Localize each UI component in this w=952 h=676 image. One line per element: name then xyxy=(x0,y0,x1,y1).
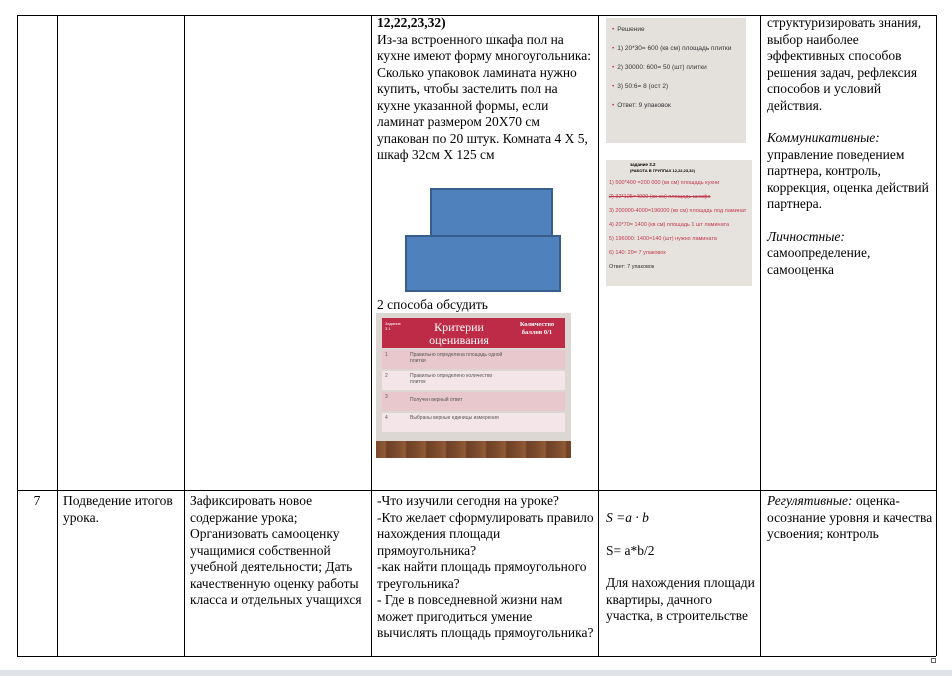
floor-decoration xyxy=(376,441,571,458)
kitchen-shape-top xyxy=(430,188,553,238)
criteria-row: 1 Правильно определена площадь одной плитки xyxy=(382,350,565,369)
uud-text: структуризировать знания, выбор наиболее эффективных способов решения задач, рефлексия способов и условий действия. xyxy=(767,15,922,113)
solution2-subheading: (РАБОТА В ГРУППАХ 12,22,23,32) xyxy=(630,168,695,173)
formulas-cell xyxy=(606,510,756,625)
solution2-heading: задание 3.2 xyxy=(630,162,656,167)
criteria-row: 2 Правильно определено количество плиток xyxy=(382,371,565,390)
usage-text: Для нахождения площади квартиры, дачного участка, в строительстве xyxy=(606,575,755,623)
solution2-line: 6) 140: 20= 7 упаковок xyxy=(609,250,666,256)
task-cell xyxy=(377,15,592,164)
solution-line: • 2) 30000: 600= 50 (шт) плитки xyxy=(612,64,707,71)
solution2-line: 4) 20*70= 1400 (кв см) площадь 1 шт ламината xyxy=(609,222,730,228)
col-border xyxy=(17,15,18,656)
uud-cell-bottom xyxy=(767,493,935,543)
criteria-row: 3 Получен верный ответ xyxy=(382,392,565,411)
formula-triangle: S= a*b/2 xyxy=(606,542,655,558)
stage-number: 7 xyxy=(33,493,41,508)
uud-reg-text: оценка- осознание уровня и качества усвоения; контроль xyxy=(767,493,933,541)
stage-goals: Зафиксировать новое содержание урока; Организовать самооценку учащимися собственной учебной деятельности; Дать качественную оценку работы класса и отдельных учащихся xyxy=(190,493,362,607)
col-border xyxy=(184,15,185,656)
solution2-line: 2) 32*125=4000 (кв см) площадь шкафа xyxy=(609,194,711,200)
uud-pers-label: Личностные: xyxy=(767,228,845,244)
question: -как найти площадь прямоугольного треугольника? xyxy=(377,559,587,591)
solution-slide-2 xyxy=(606,160,752,286)
stage-name: Подведение итогов урока. xyxy=(63,493,173,525)
uud-pers-text: самоопределение, самооценка xyxy=(767,245,871,277)
criteria-corner-label: Задание 3.1 xyxy=(385,321,401,331)
uud-comm-label: Коммуникативные: xyxy=(767,130,880,145)
row-divider xyxy=(17,490,936,491)
page-bottom-edge xyxy=(0,670,952,676)
solution2-line: 3) 200000-4000=196000 (кв см) площадь под ламинат xyxy=(609,208,747,214)
task-text: Из-за встроенного шкафа пол на кухне имеют форму многоугольника: Сколько упаковок ламината нужно купить, чтобы застелить пол на кухне указанной формы, если ламинат размером 20Х70 см упакован по 20 штук. Комната 4 Х 5, шкаф 32см Х 125 см xyxy=(377,31,592,162)
task-header: 12,22,23,32) xyxy=(377,15,446,30)
solution-line: • 1) 20*30= 600 (кв см) площадь плитки xyxy=(612,45,732,52)
col-border xyxy=(598,15,599,656)
col-border xyxy=(760,15,761,656)
solution-slide xyxy=(606,18,746,143)
criteria-slide xyxy=(376,313,571,458)
uud-comm-text: управление поведением партнера, контроль, коррекция, оценка действий партнера. xyxy=(767,146,929,211)
solution-line: • 3) 50:6= 8 (ост 2) xyxy=(612,83,669,90)
uud-reg-label: Регулятивные: xyxy=(767,493,853,508)
table-bottom-border xyxy=(17,656,936,657)
questions-cell xyxy=(377,493,595,642)
solution2-line: Ответ: 7 упаковок xyxy=(609,264,655,270)
solution-line: • Ответ: 9 упаковок xyxy=(612,102,671,109)
solution-line: • Решение xyxy=(612,26,645,33)
solution2-line: 5) 196000: 1400=140 (шт) нужно ламината xyxy=(609,236,717,242)
criteria-score-header: Количество баллов 0/1 xyxy=(519,321,555,336)
discuss-text: 2 способа обсудить xyxy=(377,297,488,312)
question: -Кто желает сформулировать правило нахождения площади прямоугольника? xyxy=(377,509,594,558)
col-border xyxy=(371,15,372,656)
criteria-header xyxy=(382,318,565,348)
criteria-row: 4 Выбраны верные единицы измерения xyxy=(382,413,565,432)
question: -Что изучили сегодня на уроке? xyxy=(377,493,559,508)
kitchen-shape-bottom xyxy=(405,235,561,292)
col-border xyxy=(57,15,58,656)
criteria-title: Критерии оценивания xyxy=(429,320,489,347)
col-border xyxy=(936,15,937,656)
table-resize-handle[interactable] xyxy=(931,658,936,663)
question: - Где в повседневной жизни нам может пригодиться умение вычислять площадь прямоугольника? xyxy=(377,592,594,640)
formula-rectangle: S =a · b xyxy=(606,510,649,525)
solution2-line: 1) 500*400 =200 000 (кв см) площадь кухни xyxy=(609,180,720,186)
uud-cell-top xyxy=(767,15,932,278)
